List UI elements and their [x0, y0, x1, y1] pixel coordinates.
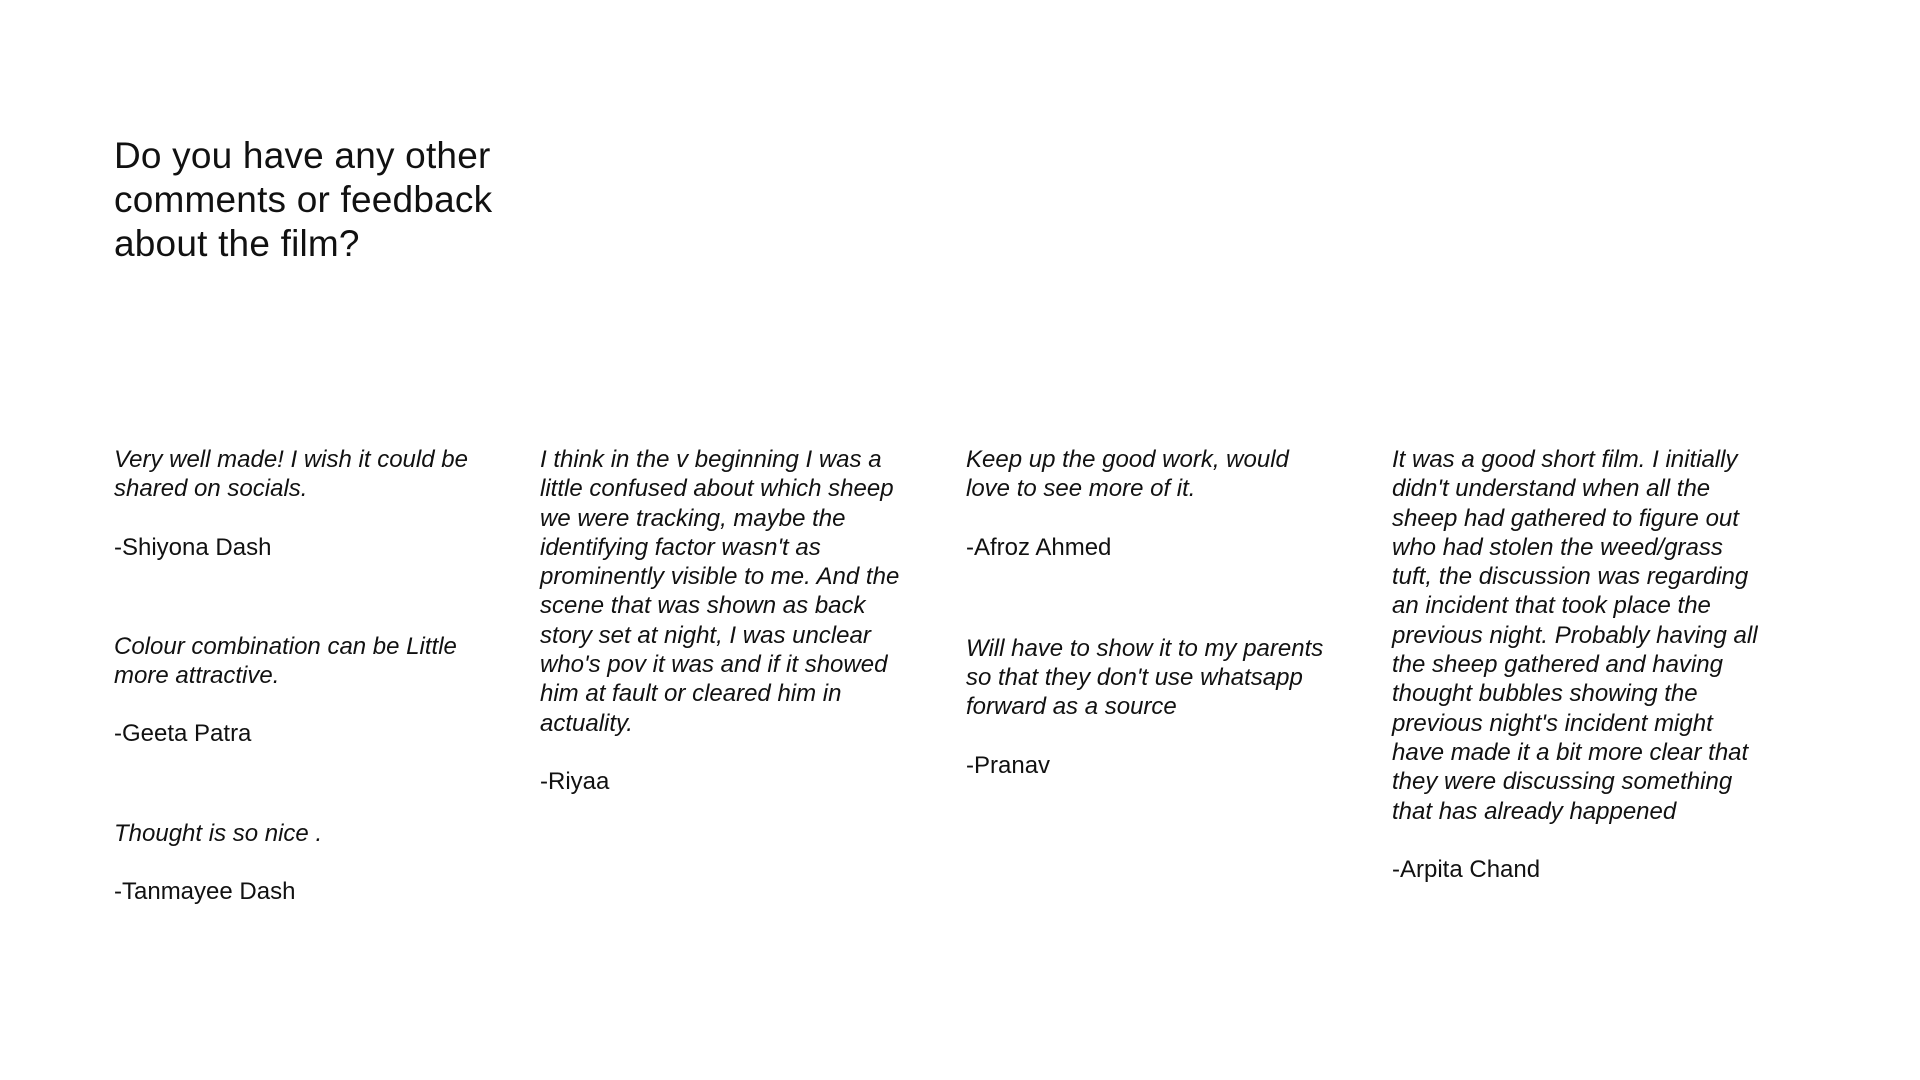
comment-text: Very well made! I wish it could be shared on socials.: [114, 446, 468, 503]
comment-column-2: [540, 445, 905, 796]
comment-block: [540, 445, 905, 796]
comment-text: It was a good short film. I initially didn't understand when all the sheep had gathered to figure out who had stolen the weed/grass tuft, the discussion was regarding an incident that took place the previous night. Probably having all the sheep gathered and having thought bubbles showing the previous night's incident might have made it a bit more clear that they were discussing something that has already happened: [1392, 446, 1758, 825]
slide-title: Do you have any other comments or feedback about the film?: [114, 135, 493, 264]
comment-block: [114, 445, 479, 562]
comment-block: [966, 445, 1331, 562]
comment-column-3: [966, 445, 1331, 780]
comment-author: -Afroz Ahmed: [966, 533, 1112, 561]
comment-block: [966, 634, 1331, 780]
comment-block: [1392, 445, 1767, 884]
comment-author: -Geeta Patra: [114, 720, 252, 748]
comment-author: -Arpita Chand: [1392, 855, 1541, 883]
comment-column-1: [114, 445, 479, 906]
comment-text: Will have to show it to my parents so that they don't use whatsapp forward as a source: [966, 634, 1324, 721]
comment-text: Thought is so nice .: [114, 819, 323, 847]
comment-author: -Tanmayee Dash: [114, 878, 296, 906]
comment-text: I think in the v beginning I was a little confused about which sheep we were tracking, maybe the identifying factor wasn't as prominently visible to me. And the scene that was shown as back story set at night, I was unclear who's pov it was and if it showed him at fault or cleared him in actuality.: [540, 446, 900, 737]
comment-author: -Pranav: [966, 751, 1051, 779]
comment-author: -Shiyona Dash: [114, 533, 272, 561]
comment-column-4: [1392, 445, 1767, 884]
comment-text: Colour combination can be Little more attractive.: [114, 632, 457, 690]
comment-text: Keep up the good work, would love to see more of it.: [966, 446, 1289, 503]
comment-author: -Riyaa: [540, 767, 610, 795]
comment-block: [114, 819, 479, 907]
comment-block: [114, 632, 479, 749]
